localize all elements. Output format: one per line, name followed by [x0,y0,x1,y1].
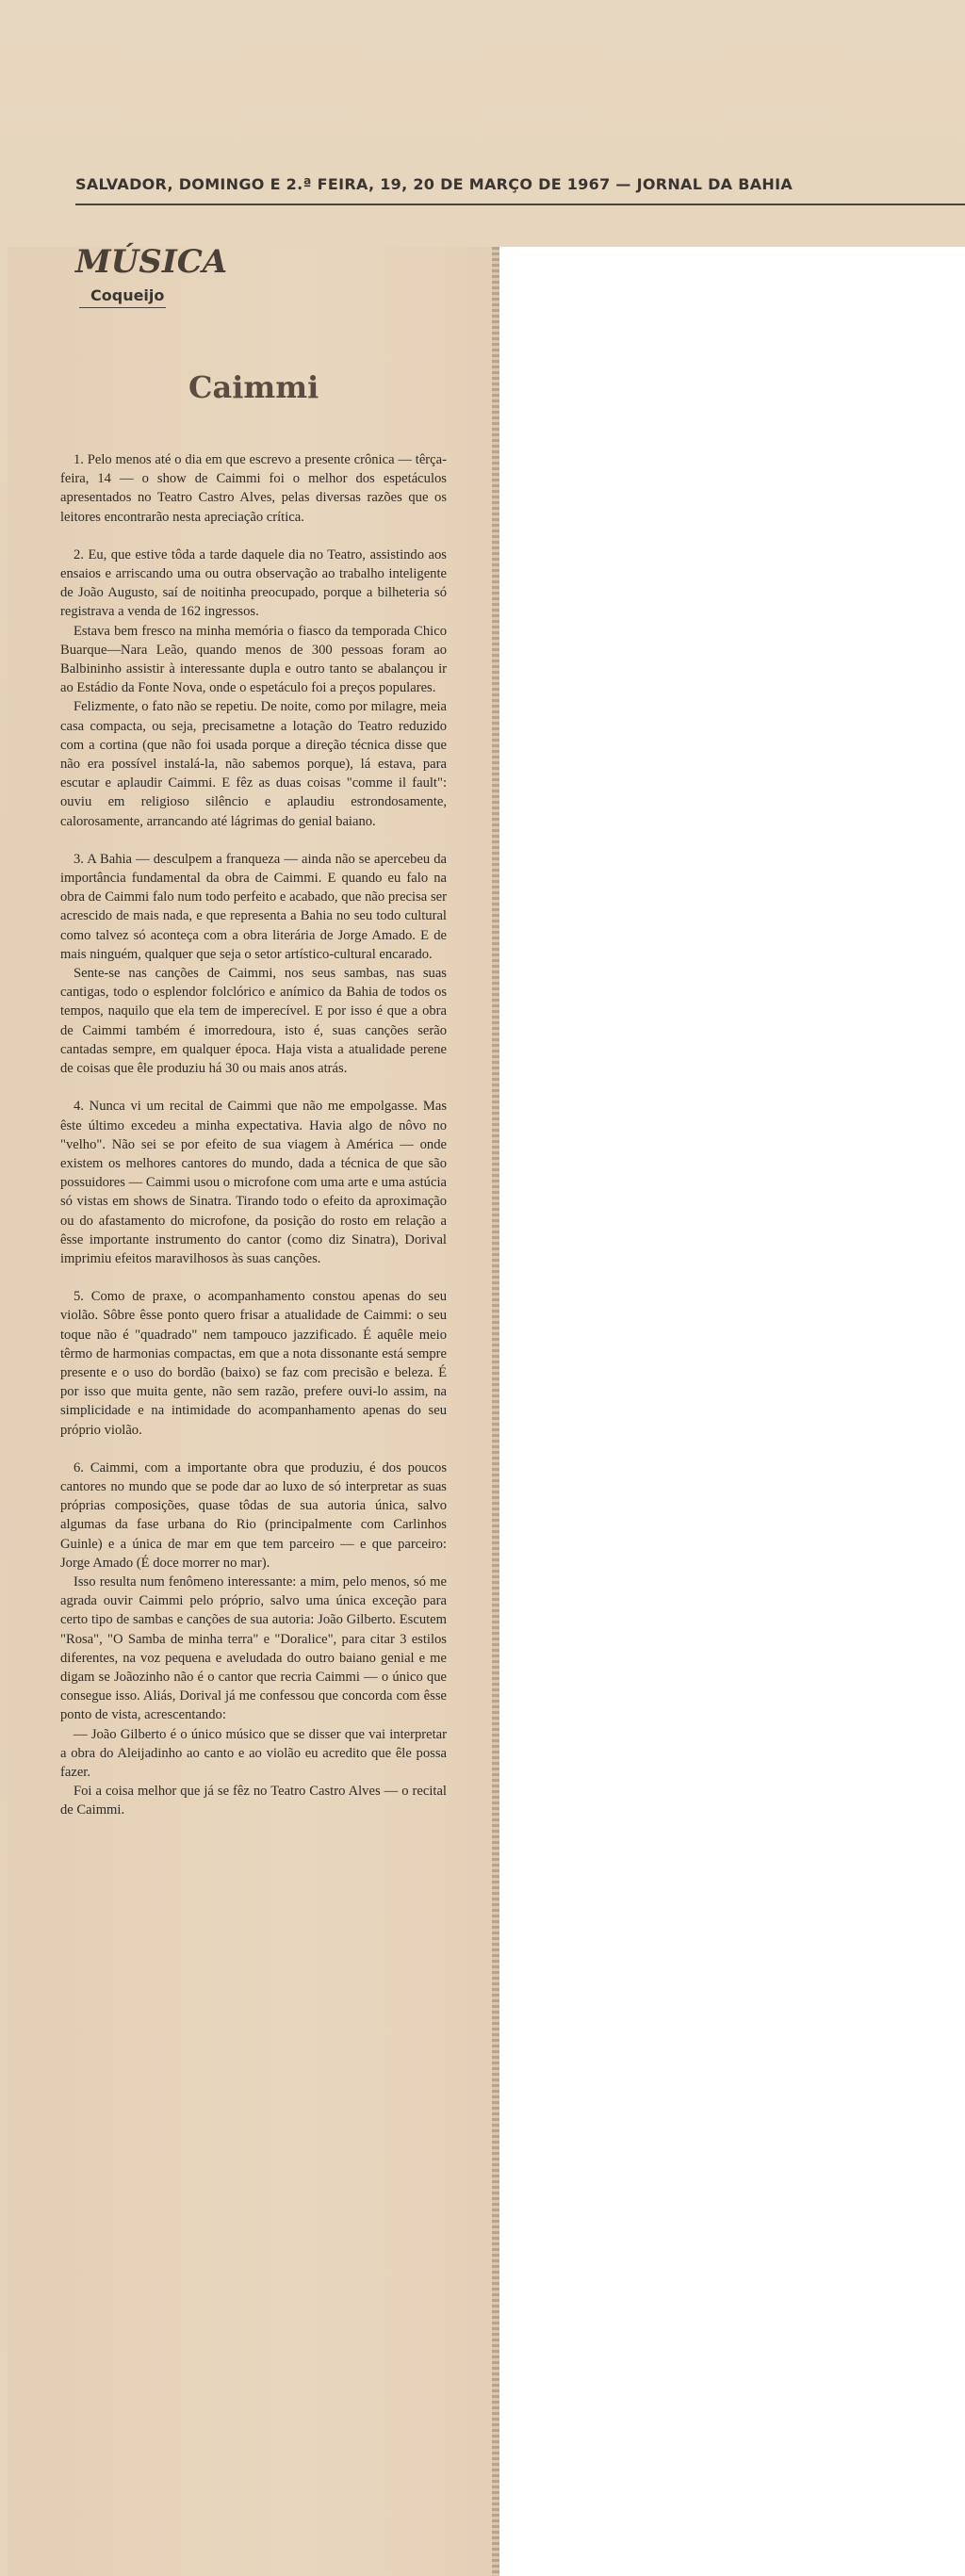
author-byline: Coqueijo [90,286,165,304]
blank-area [499,247,965,2576]
article-paragraph: 2. Eu, que estive tôda a tarde daquele dia no Teatro, assistindo aos ensaios e arriscando uma ou outra observação ao trabalho inteligente de João Augusto, saí de noitinha preocupado, porque a bilheteria só registrava a venda de 162 ingressos. [60,546,447,620]
article-paragraph: Estava bem fresco na minha memória o fiasco da temporada Chico Buarque—Nara Leão, quando menos de 300 pessoas foram ao Balbininho assistir à interessante dupla e outro tanto se abalançou ir ao Estádio da Fonte Nova, onde o espetáculo foi a preços populares. [60,623,447,696]
article-paragraph: Sente-se nas canções de Caimmi, nos seus sambas, nas suas cantigas, todo o esplendor folclórico e anímico da Bahia de todos os tempos, naquilo que ela tem de imperecível. E por isso é que a obra de Caimmi também é imorredoura, isto é, suas canções serão cantadas sempre, em qualquer época. Haja vista a atualidade perene de coisas que êle produziu há 30 ou mais anos atrás. [60,966,447,1077]
article-body [60,450,447,1820]
article-paragraph: 4. Nunca vi um recital de Caimmi que não me empolgasse. Mas êste último excedeu a minha expectativa. Havia algo de nôvo no "velho". Não sei se por efeito de sua viagem à América — onde existem os melhores cantores do mundo, dada a técnica de que são possuidores — Caimmi usou o microfone com uma arte e uma astúcia só vistas em shows de Sinatra. Tirando todo o efeito da aproximação ou do afastamento do microfone, da posição do rosto em relação a êsse importante instrumento do cantor (como diz Sinatra), Dorival imprimiu efeitos maravilhosos às suas canções. [60,1099,447,1266]
article-paragraph: Felizmente, o fato não se repetiu. De noite, como por milagre, meia casa compacta, ou seja, precisametne a lotação do Teatro reduzido com a cortina (que não foi usada porque a direção técnica disse que não era possível instalá-la, não sabemos porque), lá estava, para escutar e aplaudir Caimmi. E fêz as duas coisas "comme il fault": ouviu em religioso silêncio e aplaudiu estrondosamente, calorosamente, arrancando até lágrimas do genial baiano. [60,699,447,829]
newspaper-header: SALVADOR, DOMINGO E 2.ª FEIRA, 19, 20 DE MARÇO DE 1967 — JORNAL DA BAHIA [75,175,793,193]
author-rule [79,307,166,308]
torn-edge [492,247,499,2576]
article-paragraph: 3. A Bahia — desculpem a franqueza — ainda não se apercebeu da importância fundamental da obra de Caimmi. E quando eu falo na obra de Caimmi falo num todo perfeito e acabado, que não precisa ser acrescido de mais nada, e que representa a Bahia no seu todo cultural como talvez só aconteça com a obra literária de Jorge Amado. E de mais ninguém, qualquer que seja o setor artístico-cultural encarado. [60,851,447,962]
article-paragraph: 6. Caimmi, com a importante obra que produziu, é dos poucos cantores no mundo que se pode dar ao luxo de só interpretar as suas próprias composições, quase tôdas de sua autoria única, salvo algumas da fase urbana do Rio (principalmente com Carlinhos Guinle) e a única de mar em que tem parceiro — e que parceiro: Jorge Amado (É doce morrer no mar). [60,1459,447,1571]
article-paragraph: 5. Como de praxe, o acompanhamento constou apenas do seu violão. Sôbre êsse ponto quero frisar a atualidade de Caimmi: o seu toque não é "quadrado" nem tampouco jazzificado. É aquêle meio têrmo de harmonias compactas, em que a nota dissonante está sempre presente e o uso do bordão (baixo) se faz com precisão e beleza. É por isso que muita gente, não sem razão, prefere ouvi-lo assim, na simplicidade e na intimidade do acompanhamento apenas do seu próprio violão. [60,1289,447,1438]
section-title: MÚSICA [75,243,228,281]
article-paragraph: 1. Pelo menos até o dia em que escrevo a presente crônica — têrça-feira, 14 — o show de Caimmi foi o melhor dos espetáculos apresentados no Teatro Castro Alves, pelas diversas razões que os leitores encontrarão nesta apreciação crítica. [60,452,447,525]
article-paragraph: Foi a coisa melhor que já se fêz no Teatro Castro Alves — o recital de Caimmi. [60,1784,447,1818]
article-title: Caimmi [188,369,319,405]
article-paragraph: — João Gilberto é o único músico que se disser que vai interpretar a obra do Aleijadinho ao canto e ao violão eu acredito que êle possa fazer. [60,1726,447,1780]
article-paragraph: Isso resulta num fenômeno interessante: a mim, pelo menos, só me agrada ouvir Caimmi pelo próprio, salvo uma única exceção para certo tipo de sambas e canções de sua autoria: João Gilberto. Escutem "Rosa", "O Samba de minha terra" e "Doralice", para citar 3 estilos diferentes, na voz pequena e aveludada do outro baiano genial e me digam se Joãozinho não é o cantor que recria Caimmi — o único que consegue isso. Aliás, Dorival já me confessou que concorda com êsse ponto de vista, acrescentando: [60,1573,447,1723]
header-rule [75,204,965,205]
